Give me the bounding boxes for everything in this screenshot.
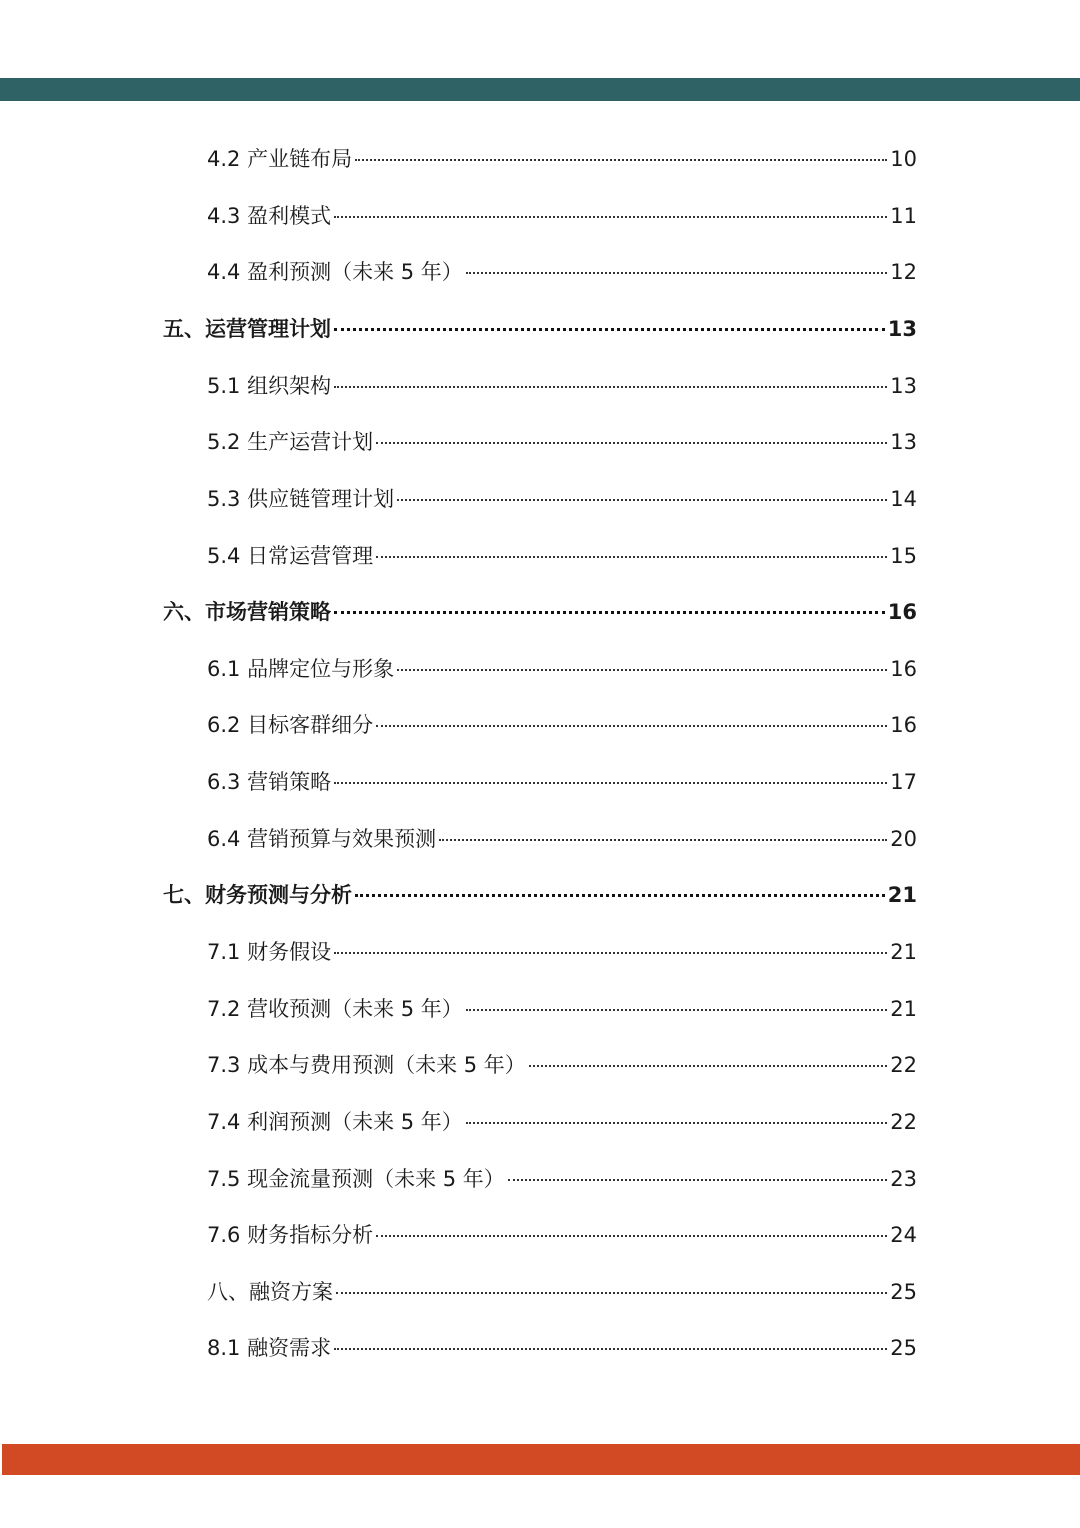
toc-dot-leader bbox=[336, 1292, 887, 1294]
toc-entry-title: 4.3 盈利模式 bbox=[207, 204, 332, 228]
toc-entry-page: 17 bbox=[890, 770, 917, 794]
toc-dot-leader bbox=[508, 1179, 887, 1181]
toc-entry-page: 14 bbox=[890, 487, 917, 511]
toc-entry[interactable] bbox=[207, 1159, 917, 1199]
toc-entry-title: 7.2 营收预测（未来 5 年） bbox=[207, 997, 463, 1021]
toc-entry-page: 12 bbox=[890, 260, 917, 284]
toc-entry-page: 10 bbox=[890, 147, 917, 171]
toc-entry-title: 5.1 组织架构 bbox=[207, 374, 332, 398]
toc-chapter-entry[interactable] bbox=[163, 875, 917, 915]
toc-entry-page: 13 bbox=[890, 374, 917, 398]
toc-dot-leader bbox=[334, 386, 887, 388]
toc-entry[interactable] bbox=[207, 366, 917, 406]
toc-entry-title: 7.4 利润预测（未来 5 年） bbox=[207, 1110, 463, 1134]
toc-entry-title: 七、财务预测与分析 bbox=[163, 883, 352, 907]
toc-dot-leader bbox=[466, 272, 887, 274]
toc-dot-leader bbox=[376, 1235, 887, 1237]
toc-entry-title: 五、运营管理计划 bbox=[163, 317, 331, 341]
toc-entry-title: 八、融资方案 bbox=[207, 1280, 333, 1304]
toc-entry[interactable] bbox=[207, 705, 917, 745]
toc-entry-title: 4.4 盈利预测（未来 5 年） bbox=[207, 260, 463, 284]
toc-entry[interactable] bbox=[207, 1272, 917, 1312]
toc-entry-page: 22 bbox=[890, 1110, 917, 1134]
toc-entry-title: 8.1 融资需求 bbox=[207, 1336, 332, 1360]
toc-entry-title: 6.1 品牌定位与形象 bbox=[207, 657, 395, 681]
toc-entry-title: 6.2 目标客群细分 bbox=[207, 713, 374, 737]
toc-entry-page: 16 bbox=[887, 600, 917, 624]
toc-dot-leader bbox=[376, 556, 887, 558]
toc-entry-title: 7.1 财务假设 bbox=[207, 940, 332, 964]
toc-dot-leader bbox=[376, 725, 887, 727]
toc-entry-page: 16 bbox=[890, 713, 917, 737]
toc-entry-page: 21 bbox=[887, 883, 917, 907]
toc-entry-title: 六、市场营销策略 bbox=[163, 600, 331, 624]
toc-chapter-entry[interactable] bbox=[163, 309, 917, 349]
toc-entry-title: 5.4 日常运营管理 bbox=[207, 544, 374, 568]
toc-dot-leader bbox=[334, 1348, 887, 1350]
toc-dot-leader bbox=[397, 669, 887, 671]
toc-entry-title: 6.4 营销预算与效果预测 bbox=[207, 827, 437, 851]
toc-entry-title: 5.3 供应链管理计划 bbox=[207, 487, 395, 511]
toc-entry-page: 21 bbox=[890, 997, 917, 1021]
toc-dot-leader bbox=[355, 894, 885, 897]
toc-dot-leader bbox=[439, 839, 887, 841]
toc-entry[interactable] bbox=[207, 252, 917, 292]
toc-dot-leader bbox=[334, 328, 885, 331]
toc-entry-page: 15 bbox=[890, 544, 917, 568]
toc-entry-page: 22 bbox=[890, 1053, 917, 1077]
toc-entry[interactable] bbox=[207, 932, 917, 972]
toc-dot-leader bbox=[355, 159, 887, 161]
toc-chapter-entry[interactable] bbox=[163, 592, 917, 632]
toc-dot-leader bbox=[334, 216, 887, 218]
toc-entry-page: 13 bbox=[890, 430, 917, 454]
toc-entry-page: 13 bbox=[887, 317, 917, 341]
toc-entry-title: 7.6 财务指标分析 bbox=[207, 1223, 374, 1247]
toc-entry[interactable] bbox=[207, 1045, 917, 1085]
toc-dot-leader bbox=[466, 1009, 887, 1011]
toc-entry-page: 20 bbox=[890, 827, 917, 851]
toc-entry-page: 11 bbox=[890, 204, 917, 228]
toc-dot-leader bbox=[334, 952, 887, 954]
toc-entry[interactable] bbox=[207, 989, 917, 1029]
toc-dot-leader bbox=[334, 611, 885, 614]
toc-entry-page: 21 bbox=[890, 940, 917, 964]
toc-entry-title: 6.3 营销策略 bbox=[207, 770, 332, 794]
toc-entry[interactable] bbox=[207, 196, 917, 236]
toc-entry-title: 4.2 产业链布局 bbox=[207, 147, 353, 171]
toc-entry-title: 7.3 成本与费用预测（未来 5 年） bbox=[207, 1053, 526, 1077]
toc-dot-leader bbox=[397, 499, 887, 501]
toc-entry-page: 25 bbox=[890, 1336, 917, 1360]
toc-dot-leader bbox=[466, 1122, 887, 1124]
toc-entry-title: 5.2 生产运营计划 bbox=[207, 430, 374, 454]
toc-dot-leader bbox=[334, 782, 887, 784]
toc-entry-page: 23 bbox=[890, 1167, 917, 1191]
toc-entry-page: 16 bbox=[890, 657, 917, 681]
toc-entry[interactable] bbox=[207, 422, 917, 462]
toc-entry-title: 7.5 现金流量预测（未来 5 年） bbox=[207, 1167, 505, 1191]
toc-entry[interactable] bbox=[207, 649, 917, 689]
toc-entry[interactable] bbox=[207, 1215, 917, 1255]
toc-entry[interactable] bbox=[207, 536, 917, 576]
header-bar bbox=[0, 78, 1080, 101]
toc-entry[interactable] bbox=[207, 1328, 917, 1368]
toc-dot-leader bbox=[529, 1065, 887, 1067]
toc-entry[interactable] bbox=[207, 819, 917, 859]
footer-bar bbox=[2, 1444, 1080, 1475]
toc-entry[interactable] bbox=[207, 479, 917, 519]
toc-entry[interactable] bbox=[207, 762, 917, 802]
toc-entry-page: 24 bbox=[890, 1223, 917, 1247]
toc-entry-page: 25 bbox=[890, 1280, 917, 1304]
toc-dot-leader bbox=[376, 442, 887, 444]
toc-entry[interactable] bbox=[207, 1102, 917, 1142]
toc-entry[interactable] bbox=[207, 139, 917, 179]
